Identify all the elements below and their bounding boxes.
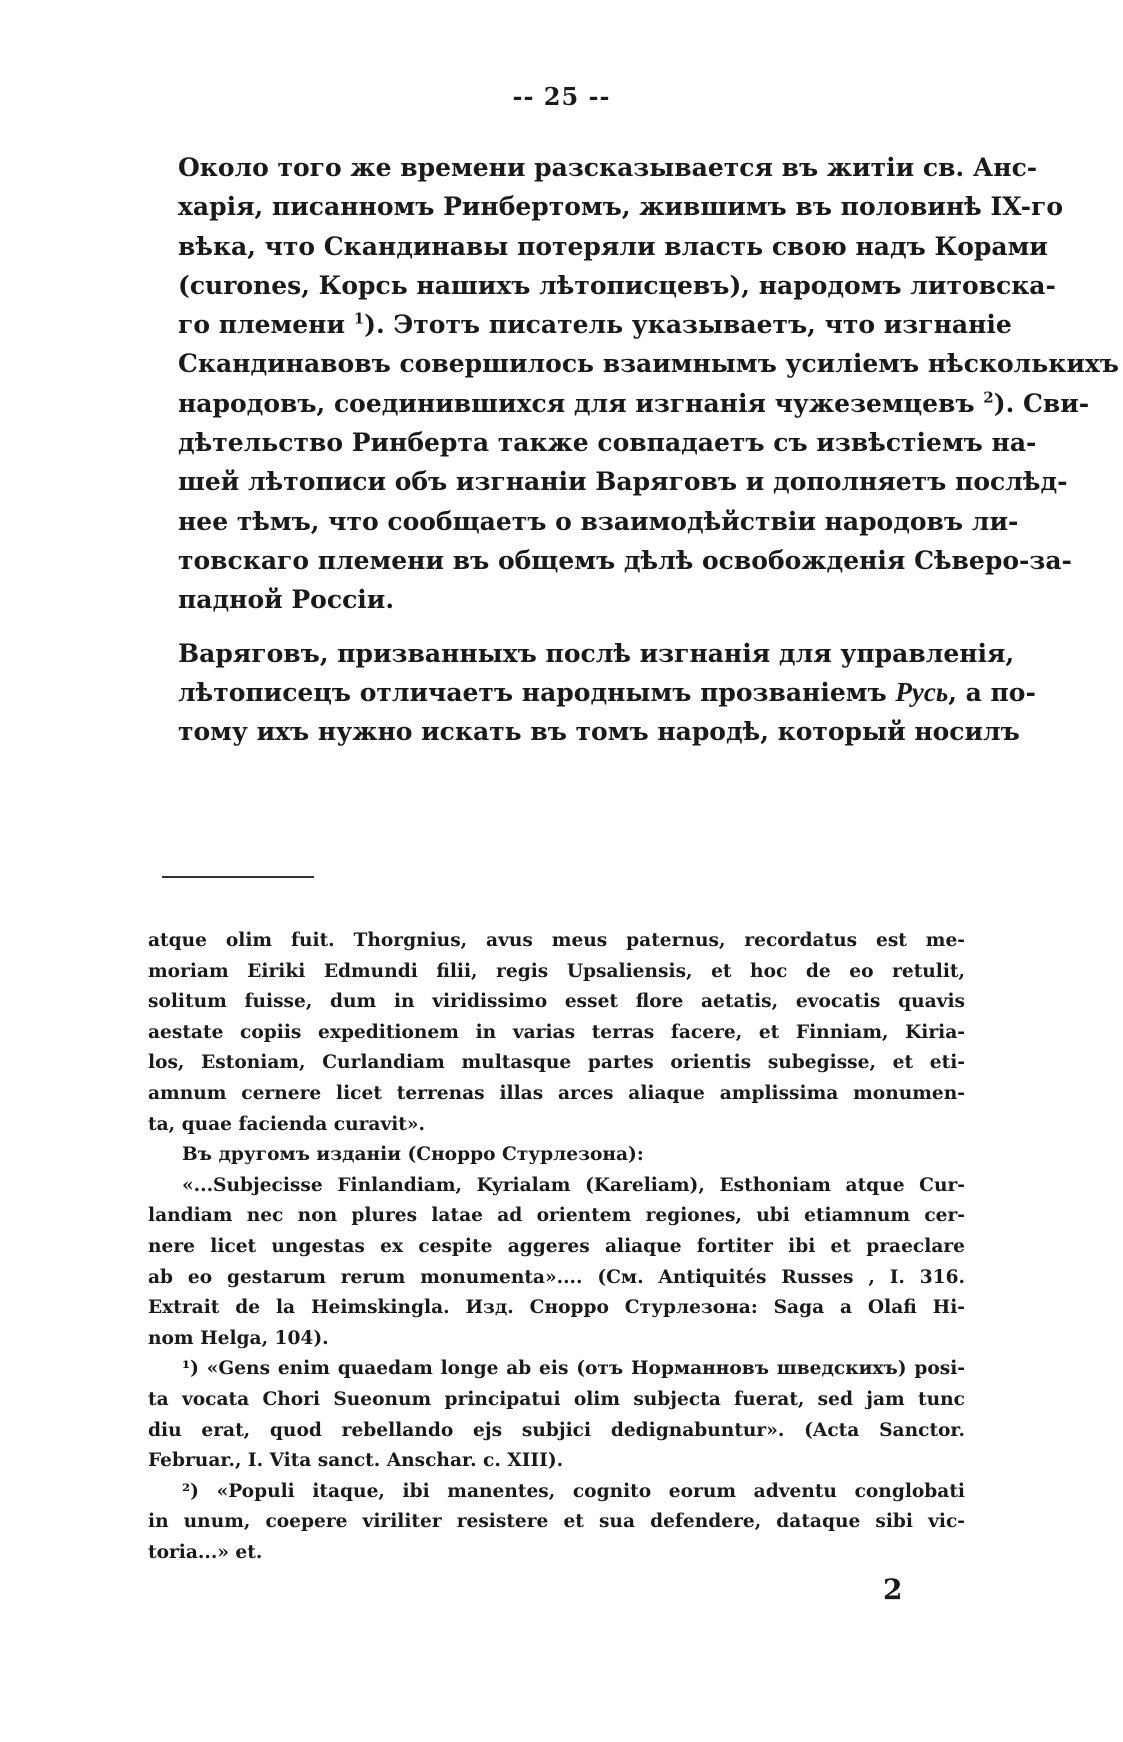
text-fragment: ). Сви- xyxy=(993,388,1090,418)
signature-mark: 2 xyxy=(883,1573,903,1606)
text-fragment: ). Этотъ писатель указываетъ, что изгнаніе xyxy=(364,310,1012,340)
footnote-line: «...Subjecisse Finlandiam, Kyrialam (Kareliam), Esthoniam atque Cur- xyxy=(182,1174,965,1196)
footnote-line: landiam nec non plures latae ad orientem regiones, ubi etiamnum cer- xyxy=(148,1205,965,1227)
footnote-line: moriam Eiriki Edmundi filii, regis Upsaliensis, et hoc de eo retulit, xyxy=(148,960,965,982)
text-fragment: лѣтописецъ отличаетъ народнымъ прозваніемъ xyxy=(178,677,887,707)
footnote-line: Extrait de la Heimskingla. Изд. Снорро Стурлезона: Saga a Olafi Hi- xyxy=(148,1297,965,1319)
footnote-line: nere licet ungestas ex cespite aggeres aliaque fortiter ibi et praeclare xyxy=(148,1235,965,1257)
footnote-line: Въ другомъ изданіи (Снорро Стурлезона): xyxy=(182,1144,644,1166)
footnote-line: ab eo gestarum rerum monumenta».... (См. Antiquités Russes , I. 316. xyxy=(148,1266,965,1288)
text-line: Скандинавовъ совершилось взаимнымъ усиліемъ нѣсколькихъ xyxy=(178,349,1119,379)
footnote-line: ta vocata Chori Sueonum principatui olim subjecta fuerat, sed jam tunc xyxy=(148,1388,965,1410)
text-line xyxy=(178,384,1090,423)
footnotes xyxy=(148,926,965,1568)
text-line: нее тѣмъ, что сообщаетъ о взаимодѣйствіи народовъ ли- xyxy=(178,506,1019,536)
text-fragment: го племени xyxy=(178,310,345,340)
paragraph-1 xyxy=(178,148,1119,620)
footnote-line: ¹) «Gens enim quaedam longe ab eis (отъ Норманновъ шведскихъ) posi- xyxy=(182,1358,965,1380)
footnote-line: toria...» et. xyxy=(148,1541,263,1563)
footnote-line: in unum, coepere viriliter resistere et sua defendere, dataque sibi vic- xyxy=(148,1511,965,1533)
text-fragment: народовъ, соединившихся для изгнанія чужеземцевъ xyxy=(178,388,975,418)
text-line: вѣка, что Скандинавы потеряли власть свою надъ Корами xyxy=(178,231,1048,261)
main-text xyxy=(178,148,1119,751)
footnote-line: aestate copiis expeditionem in varias terras facere, et Finniam, Kiria- xyxy=(148,1021,965,1043)
text-line: падной Россіи. xyxy=(178,585,395,615)
text-line xyxy=(178,305,1012,344)
italic-term: Русь xyxy=(895,676,949,707)
footnote-line: Februar., I. Vita sanct. Anschar. c. XIII). xyxy=(148,1450,564,1472)
footnote-line: atque olim fuit. Thorgnius, avus meus paternus, recordatus est me- xyxy=(148,930,965,951)
footnote-ref: 1 xyxy=(353,309,365,328)
footnote-ref: 2 xyxy=(983,388,994,407)
text-fragment: , а по- xyxy=(948,677,1036,707)
text-line: тому ихъ нужно искать въ томъ народѣ, который носилъ xyxy=(178,717,1020,747)
text-line: Варяговъ, призванныхъ послѣ изгнанія для управленія, xyxy=(178,638,1015,668)
footnote-divider xyxy=(162,876,314,878)
text-line: (curones, Корсь нашихъ лѣтописцевъ), народомъ литовска- xyxy=(178,270,1056,300)
footnote-line: solitum fuisse, dum in viridissimo esset flore aetatis, evocatis quavis xyxy=(148,991,965,1013)
footnote-line: amnum cernere licet terrenas illas arces aliaque amplissima monumen- xyxy=(148,1082,965,1104)
footnote-line: diu erat, quod rebellando ejs subjici dedignabuntur». (Acta Sanctor. xyxy=(148,1419,965,1441)
text-line: товскаго племени въ общемъ дѣлѣ освобожденія Сѣверо-за- xyxy=(178,545,1072,575)
footnote-line: los, Estoniam, Curlandiam multasque partes orientis subegisse, et eti- xyxy=(148,1052,965,1074)
footnote-line: nom Helga, 104). xyxy=(148,1327,329,1349)
page-number: -- 25 -- xyxy=(512,82,611,111)
text-line: Около того же времени разсказывается въ житіи св. Анс- xyxy=(178,153,1038,182)
text-line: дѣтельство Ринберта также совпадаетъ съ извѣстіемъ на- xyxy=(178,428,1037,458)
text-line: харія, писанномъ Ринбертомъ, жившимъ въ половинѣ IX-го xyxy=(178,192,1064,222)
text-line xyxy=(178,673,1036,712)
paragraph-2 xyxy=(178,634,1036,752)
text-line: шей лѣтописи объ изгнаніи Варяговъ и дополняетъ послѣд- xyxy=(178,467,1068,497)
footnote-line: ta, quae facienda curavit». xyxy=(148,1113,425,1135)
footnote-line: ²) «Populi itaque, ibi manentes, cognito eorum adventu conglobati xyxy=(182,1480,965,1502)
